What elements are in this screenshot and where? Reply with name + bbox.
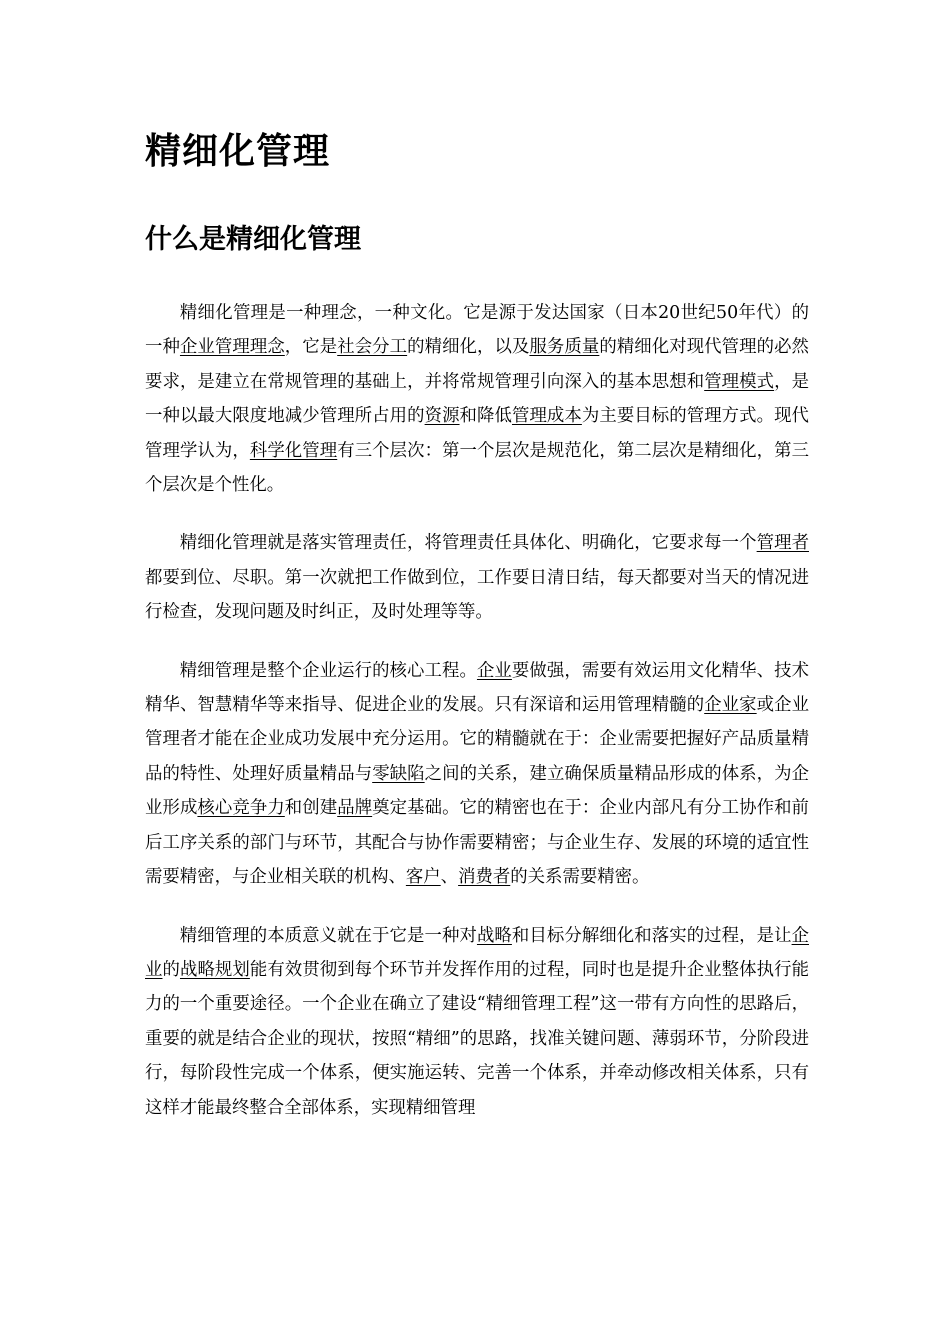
inline-link[interactable]: 企业家 [704, 695, 757, 716]
paragraph-text: 精细化管理就是落实管理责任，将管理责任具体化、明确化，它要求每一个 [179, 533, 757, 554]
paragraph-text: 的 [162, 959, 180, 980]
paragraph-text: 精细管理是整个企业运行的核心工程。 [179, 660, 477, 681]
paragraph-text: 精细管理的本质意义就在于它是一种对 [179, 925, 477, 946]
paragraph-text: 和创建 [284, 798, 338, 819]
inline-link[interactable]: 社会分工 [337, 337, 408, 358]
inline-link[interactable]: 服务质量 [529, 337, 600, 358]
paragraph [145, 296, 809, 502]
paragraph [145, 919, 809, 1125]
paragraph-text: 为主要目标的管理方式。现代管理学认为， [145, 406, 809, 461]
paragraph-text: 精细化管理是一种理念，一种文化。它是源于发达国家（日本20世纪50年代）的一种 [145, 303, 809, 358]
inline-link[interactable]: 品牌 [337, 798, 373, 819]
paragraph-text: ，它是 [284, 337, 338, 358]
inline-link[interactable]: 企业管理理念 [179, 337, 285, 358]
paragraph-text: 之间的关系，建立确保质量精品形成的体系，为企业形成 [145, 763, 809, 819]
paragraph-text: 的精细化对现代管理的必然要求，是建立在常规管理的基础上，并将常规管理引向深入的基本思想和 [145, 337, 809, 392]
paragraph-text: 、 [440, 867, 459, 888]
inline-link[interactable]: 管理成本 [511, 406, 582, 427]
paragraph-text: 的关系需要精密。 [510, 867, 650, 888]
paragraph-text: 或企业管理者才能在企业成功发展中充分运用。它的精髓就在于：企业需要把握好产品质量精品的特性、处理好质量精品与 [145, 695, 809, 784]
inline-link[interactable]: 核心竞争力 [197, 798, 285, 819]
paragraph-text: 奠定基础。它的精密也在于：企业内部凡有分工协作和前后工序关系的部门与环节，其配合与协作需要精密；与企业生存、发展的环境的适宜性需要精密，与企业相关联的机构、 [145, 798, 809, 888]
paragraph-text: 和降低 [459, 406, 512, 427]
section-heading: 什么是精细化管理 [145, 224, 361, 255]
paragraph-text: 有三个层次：第一个层次是规范化，第二层次是精细化，第三个层次是个性化。 [145, 440, 809, 496]
paragraph [145, 654, 809, 895]
inline-link[interactable]: 战略规划 [179, 959, 250, 980]
paragraph-text: 都要到位、尽职。第一次就把工作做到位，工作要日清日结，每天都要对当天的情况进行检查，发现问题及时纠正，及时处理等等。 [145, 567, 809, 623]
body-text [145, 296, 809, 1125]
paragraph-text: 要做强，需要有效运用文化精华、技术精华、智慧精华等来指导、促进企业的发展。只有深谙和运用管理精髓的 [145, 660, 809, 716]
inline-link[interactable]: 企业 [476, 660, 512, 681]
inline-link[interactable]: 科学化管理 [249, 440, 338, 461]
document-title: 精细化管理 [145, 131, 331, 172]
inline-link[interactable]: 管理者 [756, 533, 809, 554]
paragraph-text: 的精细化，以及 [407, 337, 530, 358]
paragraph-text: 和目标分解细化和落实的过程，是让 [511, 925, 792, 946]
inline-link[interactable]: 战略 [476, 925, 512, 946]
paragraph [145, 526, 809, 629]
inline-link[interactable]: 企业 [145, 925, 809, 980]
paragraph-text: 能有效贯彻到每个环节并发挥作用的过程，同时也是提升企业整体执行能力的一个重要途径。一个企业在确立了建设“精细管理工程”这一带有方向性的思路后，重要的就是结合企业的现状，按照“精细”的思路，找准关键问题、薄弱环节，分阶段进行，每阶段性完成一个体系，便实施运转、完善一个体系，并牵动修改相关体系，只有这样才能最终整合全部体系，实现精细管理 [145, 959, 809, 1118]
inline-link[interactable]: 客户 [405, 867, 441, 888]
inline-link[interactable]: 资源 [424, 406, 460, 427]
paragraph-text: ，是一种以最大限度地减少管理所占用的 [145, 371, 809, 427]
inline-link[interactable]: 消费者 [458, 867, 511, 888]
document-page [145, 124, 809, 1149]
inline-link[interactable]: 零缺陷 [372, 763, 425, 784]
inline-link[interactable]: 管理模式 [704, 371, 775, 392]
